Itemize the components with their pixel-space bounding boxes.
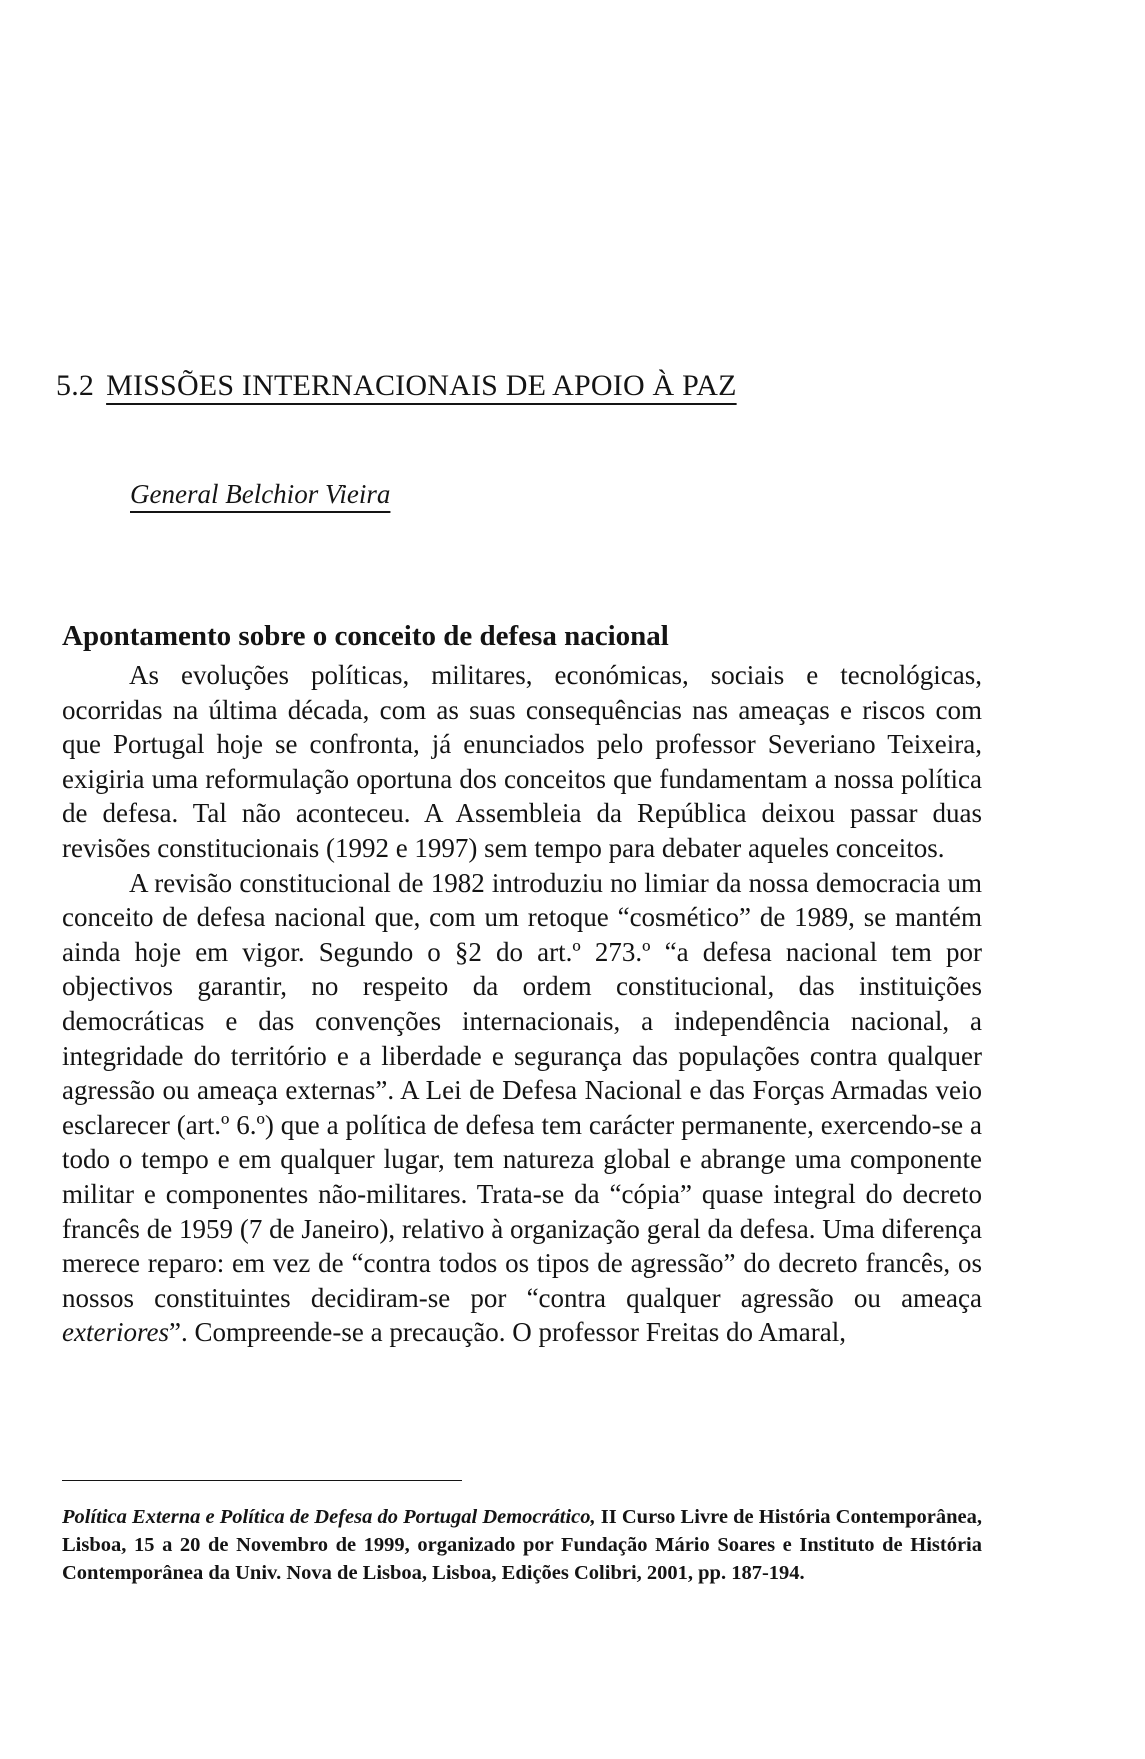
paragraph-2-emphasis: exteriores [62, 1317, 169, 1348]
footnote-details: II Curso Livre de História Contemporânea, Lisboa, 15 a 20 de Novembro de 1999, organizado por Fundação Mário Soares e Instituto de História Contemporânea da Univ. Nova de Lisboa, Lisboa, Edições Colibri, 2001, pp. 187-194. [62, 1506, 982, 1584]
paragraph-2-tail: ”. Compreende-se a precaução. O professor Freitas do Amaral, [168, 1317, 846, 1348]
paragraph-1: As evoluções políticas, militares, económicas, sociais e tecnológicas, ocorridas na última década, com as suas consequências nas ameaças e riscos com que Portugal hoje se confronta, já enunciados pelo professor Severiano Teixeira, exigiria uma reformulação oportuna dos conceitos que fundamentam a nossa política de defesa. Tal não aconteceu. A Assembleia da República deixou passar duas revisões constitucionais (1992 e 1997) sem tempo para debater aqueles conceitos. [62, 660, 982, 863]
section-heading [56, 366, 737, 406]
article-subheading: Apontamento sobre o conceito de defesa nacional [62, 620, 669, 652]
paragraph-2 [62, 866, 982, 1350]
section-title: MISSÕES INTERNACIONAIS DE APOIO À PAZ [106, 369, 737, 402]
footnote-rule [62, 1480, 462, 1481]
article-body [62, 618, 982, 1350]
footnote [62, 1480, 982, 1587]
paragraph-2-main: A revisão constitucional de 1982 introduziu no limiar da nossa democracia um conceito de defesa nacional que, com um retoque “cosmético” de 1989, se mantém ainda hoje em vigor. Segundo o §2 do art.º 273.º “a defesa nacional tem por objectivos garantir, no respeito da ordem constitucional, das instituições democráticas e das convenções internacionais, a independência nacional, a integridade do território e a liberdade e segurança das populações contra qualquer agressão ou ameaça externas”. A Lei de Defesa Nacional e das Forças Armadas veio esclarecer (art.º 6.º) que a política de defesa tem carácter permanente, exercendo-se a todo o tempo e em qualquer lugar, tem natureza global e abrange uma componente militar e componentes não-militares. Trata-se da “cópia” quase integral do decreto francês de 1959 (7 de Janeiro), relativo à organização geral da defesa. Uma diferença merece reparo: em vez de “contra todos os tipos de agressão” do decreto francês, os nossos constituintes decidiram-se por “contra qualquer agressão ou ameaça [62, 867, 982, 1313]
footnote-book-title: Política Externa e Política de Defesa do Portugal Democrático, [62, 1506, 596, 1528]
author-name: General Belchior Vieira [130, 479, 391, 509]
section-number: 5.2 [56, 369, 95, 402]
